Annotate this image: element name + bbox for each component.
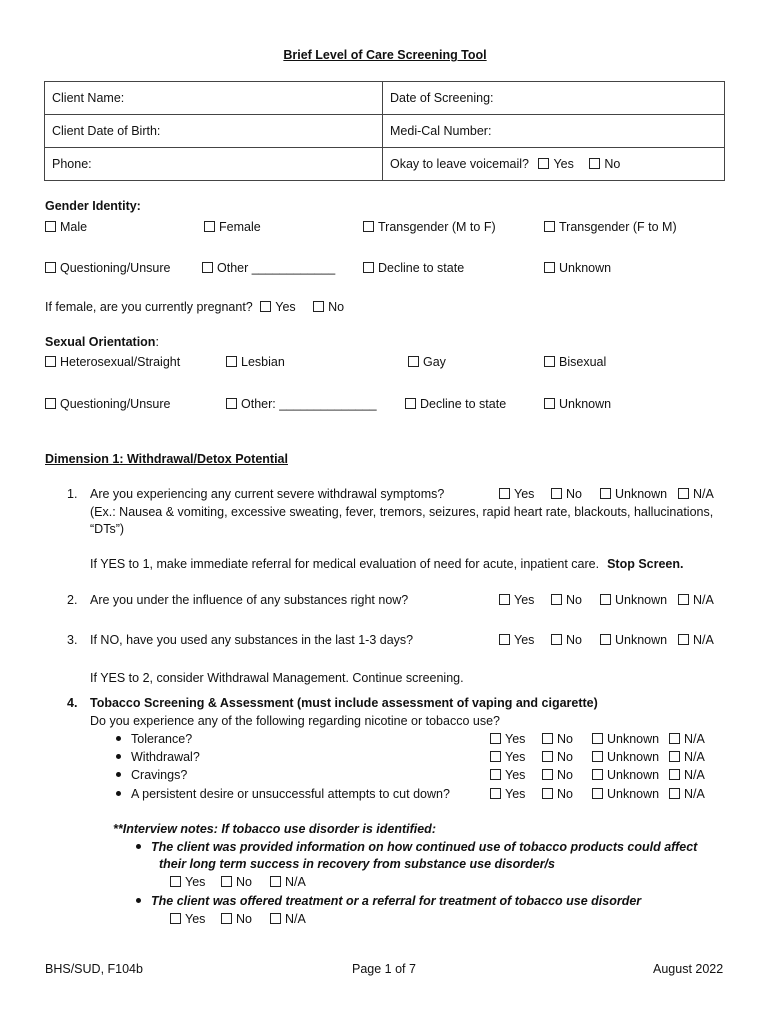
orientation-decline-checkbox[interactable] — [405, 397, 506, 411]
withdrawal-yes-checkbox[interactable] — [490, 750, 525, 764]
checkbox-label: Gay — [423, 355, 446, 369]
tolerance-na-checkbox[interactable] — [669, 732, 705, 746]
note2-text: The client was offered treatment or a referral for treatment of tobacco use disorder — [151, 894, 642, 908]
checkbox-label: No — [557, 768, 573, 782]
q3-yes-checkbox[interactable] — [499, 633, 534, 647]
checkbox-label: N/A — [684, 787, 705, 801]
cravings-yes-checkbox[interactable] — [490, 768, 525, 782]
q1-example-line1: (Ex.: Nausea & vomiting, excessive sweating, fever, tremors, seizures, rapid heart rate, blackouts, hallucinations, — [90, 505, 714, 519]
phone-field[interactable] — [45, 148, 383, 181]
checkbox-label: Bisexual — [559, 355, 607, 369]
checkbox-label: No — [566, 633, 582, 647]
checkbox-label: Yes — [275, 300, 296, 314]
note1-yes-checkbox[interactable] — [170, 875, 205, 889]
checkbox-label: N/A — [684, 768, 705, 782]
checkbox-label: No — [604, 157, 621, 171]
checkbox-label: Yes — [185, 912, 206, 926]
checkbox-label: Other ____________ — [217, 261, 336, 275]
cravings-unknown-checkbox[interactable] — [592, 768, 659, 782]
pregnant-question — [45, 300, 344, 314]
checkbox-label: N/A — [684, 750, 705, 764]
footer-date: August 2022 — [653, 962, 724, 976]
checkbox-label: No — [566, 487, 582, 501]
checkbox-label: No — [557, 750, 573, 764]
checkbox-label: Yes — [505, 787, 526, 801]
cut-down-yes-checkbox[interactable] — [490, 787, 525, 801]
q2-text: Are you under the influence of any substances right now? — [90, 593, 409, 607]
checkbox-label: Decline to state — [378, 261, 465, 275]
q2-no-checkbox[interactable] — [551, 593, 582, 607]
client-name-field[interactable] — [45, 82, 383, 115]
note1-line1 — [136, 840, 697, 854]
page-title: Brief Level of Care Screening Tool — [283, 48, 487, 62]
orientation-heading-text: Sexual Orientation — [45, 335, 156, 349]
q1-na-checkbox[interactable] — [678, 487, 714, 501]
orientation-questioning-checkbox[interactable] — [45, 397, 170, 411]
note1-no-checkbox[interactable] — [221, 875, 252, 889]
q3-unknown-checkbox[interactable] — [600, 633, 667, 647]
checkbox-label: N/A — [684, 732, 705, 746]
orientation-unknown-checkbox[interactable] — [544, 397, 611, 411]
q3-note: If YES to 2, consider Withdrawal Management. Continue screening. — [90, 671, 464, 685]
gender-male-checkbox[interactable] — [45, 220, 87, 234]
checkbox-label: Yes — [514, 487, 535, 501]
checkbox-label: Decline to state — [420, 397, 507, 411]
gender-female-checkbox[interactable] — [204, 220, 261, 234]
checkbox-label: Unknown — [607, 787, 660, 801]
date-of-screening-label: Date of Screening: — [390, 91, 494, 105]
cut-down-no-checkbox[interactable] — [542, 787, 573, 801]
client-dob-label: Client Date of Birth: — [52, 124, 161, 138]
q1-note — [90, 557, 684, 571]
checkbox-label: Yes — [505, 732, 526, 746]
orientation-heading-colon: : — [155, 335, 159, 349]
gender-unknown-checkbox[interactable] — [544, 261, 611, 275]
q1-yes-checkbox[interactable] — [499, 487, 534, 501]
checkbox-label: N/A — [693, 593, 714, 607]
cravings-no-checkbox[interactable] — [542, 768, 573, 782]
date-of-screening-field[interactable] — [383, 82, 725, 115]
q2-na-checkbox[interactable] — [678, 593, 714, 607]
orientation-hetero-checkbox[interactable] — [45, 355, 180, 369]
checkbox-label: Unknown — [615, 633, 668, 647]
item-label: Cravings? — [131, 768, 188, 782]
checkbox-label: N/A — [693, 487, 714, 501]
checkbox-label: Yes — [514, 593, 535, 607]
q3-no-checkbox[interactable] — [551, 633, 582, 647]
q2-yes-checkbox[interactable] — [499, 593, 534, 607]
q4-item-tolerance — [116, 732, 192, 746]
cut-down-na-checkbox[interactable] — [669, 787, 705, 801]
item-label: A persistent desire or unsuccessful attempts to cut down? — [131, 787, 450, 801]
checkbox-label: Unknown — [615, 593, 668, 607]
checkbox-label: No — [236, 875, 252, 889]
footer-page-number: Page 1 of 7 — [352, 962, 416, 976]
medi-cal-field[interactable] — [383, 115, 725, 148]
client-name-label: Client Name: — [52, 91, 125, 105]
q4-heading: Tobacco Screening & Assessment (must include assessment of vaping and cigarette) — [90, 696, 598, 710]
orientation-bisexual-checkbox[interactable] — [544, 355, 606, 369]
withdrawal-na-checkbox[interactable] — [669, 750, 705, 764]
client-info-table — [44, 81, 725, 181]
checkbox-label: Unknown — [559, 397, 612, 411]
checkbox-label: Unknown — [607, 768, 660, 782]
gender-trans-mtf-checkbox[interactable] — [363, 220, 496, 234]
checkbox-label: Unknown — [615, 487, 668, 501]
q4-item-cut-down — [116, 787, 450, 801]
q4-subtext: Do you experience any of the following regarding nicotine or tobacco use? — [90, 714, 500, 728]
q3-text: If NO, have you used any substances in the last 1-3 days? — [90, 633, 414, 647]
tolerance-no-checkbox[interactable] — [542, 732, 573, 746]
q1-example-line2: “DTs”) — [90, 522, 125, 536]
gender-heading: Gender Identity: — [45, 199, 141, 213]
item-label: Tolerance? — [131, 732, 193, 746]
checkbox-label: Unknown — [607, 750, 660, 764]
checkbox-label: N/A — [285, 912, 306, 926]
q3-na-checkbox[interactable] — [678, 633, 714, 647]
checkbox-label: Questioning/Unsure — [60, 397, 171, 411]
checkbox-label: Female — [219, 220, 261, 234]
voicemail-yes-checkbox[interactable] — [538, 157, 573, 171]
checkbox-label: N/A — [285, 875, 306, 889]
note2-yes-checkbox[interactable] — [170, 912, 205, 926]
voicemail-field — [383, 148, 725, 181]
checkbox-label: Other: ______________ — [241, 397, 377, 411]
q1-note-text: If YES to 1, make immediate referral for medical evaluation of need for acute, inpatient care. — [90, 557, 600, 571]
orientation-heading — [45, 335, 159, 349]
q4-item-cravings — [116, 768, 187, 782]
checkbox-label: Yes — [553, 157, 574, 171]
q2-unknown-checkbox[interactable] — [600, 593, 667, 607]
client-dob-field[interactable] — [45, 115, 383, 148]
note2-line — [136, 894, 641, 908]
checkbox-label: Yes — [505, 750, 526, 764]
withdrawal-no-checkbox[interactable] — [542, 750, 573, 764]
checkbox-label: No — [236, 912, 252, 926]
voicemail-label: Okay to leave voicemail? — [390, 157, 529, 171]
gender-decline-checkbox[interactable] — [363, 261, 464, 275]
checkbox-label: Unknown — [607, 732, 660, 746]
gender-other-checkbox[interactable] — [202, 261, 335, 275]
note1-line2: their long term success in recovery from substance use disorder/s — [159, 857, 555, 871]
medi-cal-label: Medi-Cal Number: — [390, 124, 492, 138]
checkbox-label: Lesbian — [241, 355, 285, 369]
note2-no-checkbox[interactable] — [221, 912, 252, 926]
checkbox-label: N/A — [693, 633, 714, 647]
pregnant-label: If female, are you currently pregnant? — [45, 300, 253, 314]
withdrawal-unknown-checkbox[interactable] — [592, 750, 659, 764]
phone-label: Phone: — [52, 157, 92, 171]
tolerance-unknown-checkbox[interactable] — [592, 732, 659, 746]
gender-questioning-checkbox[interactable] — [45, 261, 170, 275]
stop-screen-text: Stop Screen. — [607, 557, 684, 571]
q1-unknown-checkbox[interactable] — [600, 487, 667, 501]
q2-number: 2. — [67, 593, 78, 607]
checkbox-label: No — [328, 300, 345, 314]
checkbox-label: Unknown — [559, 261, 612, 275]
checkbox-label: Transgender (F to M) — [559, 220, 677, 234]
checkbox-label: Yes — [505, 768, 526, 782]
checkbox-label: No — [557, 732, 573, 746]
voicemail-no-checkbox[interactable] — [589, 157, 620, 171]
dimension1-heading: Dimension 1: Withdrawal/Detox Potential — [45, 452, 288, 466]
tolerance-yes-checkbox[interactable] — [490, 732, 525, 746]
cut-down-unknown-checkbox[interactable] — [592, 787, 659, 801]
checkbox-label: Heterosexual/Straight — [60, 355, 181, 369]
orientation-other-checkbox[interactable] — [226, 397, 377, 411]
pregnant-yes-checkbox[interactable] — [260, 300, 295, 314]
checkbox-label: Yes — [514, 633, 535, 647]
q1-text: Are you experiencing any current severe withdrawal symptoms? — [90, 487, 445, 501]
note1-text: The client was provided information on how continued use of tobacco products could affect — [151, 840, 698, 854]
note2-na-checkbox[interactable] — [270, 912, 306, 926]
orientation-gay-checkbox[interactable] — [408, 355, 446, 369]
q3-number: 3. — [67, 633, 78, 647]
checkbox-label: Male — [60, 220, 88, 234]
checkbox-label: No — [557, 787, 573, 801]
note1-na-checkbox[interactable] — [270, 875, 306, 889]
item-label: Withdrawal? — [131, 750, 200, 764]
q1-number: 1. — [67, 487, 78, 501]
checkbox-label: Yes — [185, 875, 206, 889]
q1-no-checkbox[interactable] — [551, 487, 582, 501]
interview-notes-heading: **Interview notes: If tobacco use disorder is identified: — [113, 822, 436, 836]
checkbox-label: Questioning/Unsure — [60, 261, 171, 275]
q4-number: 4. — [67, 696, 78, 710]
checkbox-label: No — [566, 593, 582, 607]
q4-item-withdrawal — [116, 750, 200, 764]
footer-form-id: BHS/SUD, F104b — [45, 962, 143, 976]
gender-trans-ftm-checkbox[interactable] — [544, 220, 677, 234]
pregnant-no-checkbox[interactable] — [313, 300, 344, 314]
cravings-na-checkbox[interactable] — [669, 768, 705, 782]
orientation-lesbian-checkbox[interactable] — [226, 355, 285, 369]
checkbox-label: Transgender (M to F) — [378, 220, 496, 234]
